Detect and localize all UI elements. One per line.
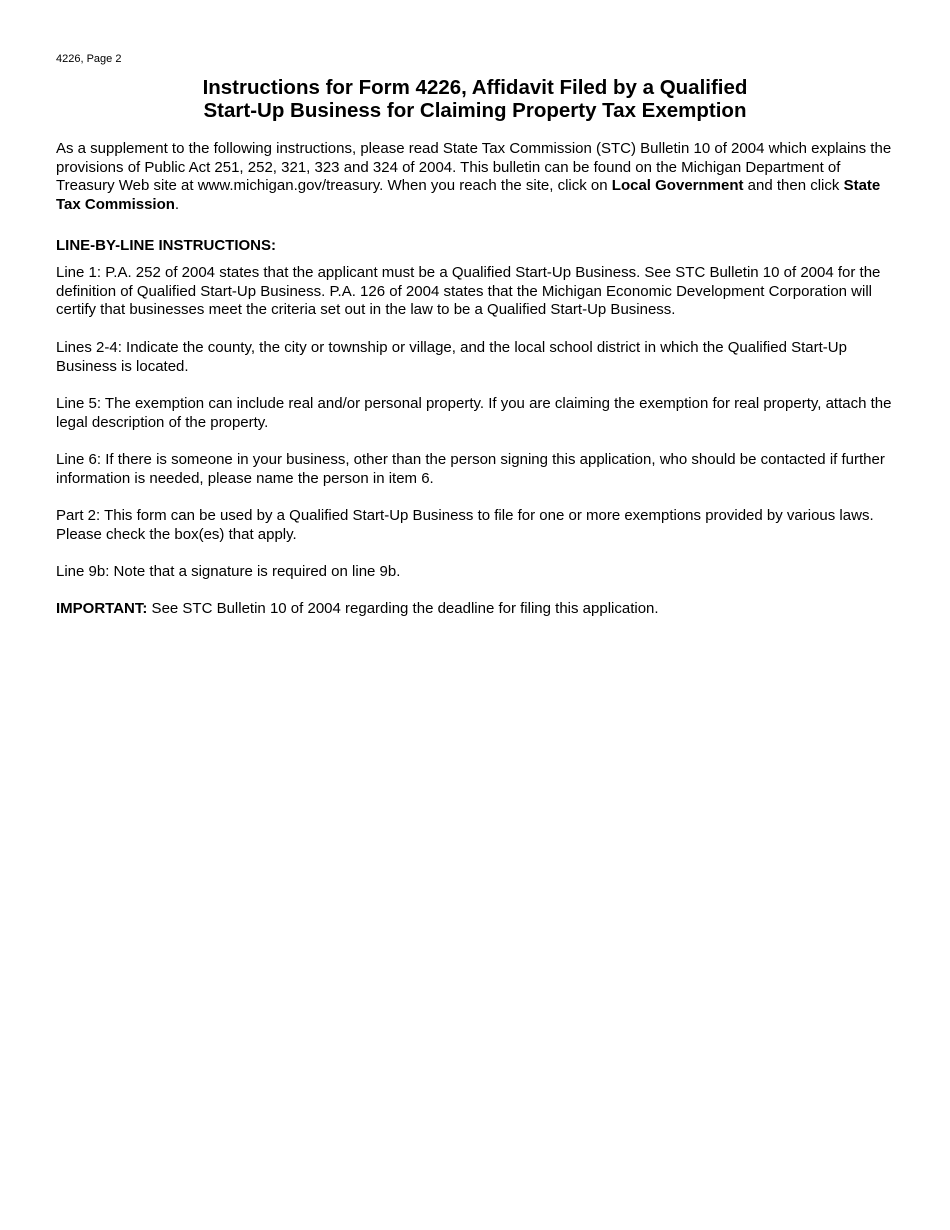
intro-text-before: As a supplement to the following instructions, please read State Tax Commission (STC) Bulletin 10 of 2004 which explains the provisions of Public Act 251, 252, 321, 323 and 324 of 2004. This bulletin can be found on the Michigan Department of Treasury Web site at www.michigan.gov/treasury. When you reach the site, click on	[56, 140, 892, 195]
local-government-text: Local Government	[611, 177, 744, 195]
page-number: 4226, Page 2	[56, 53, 122, 65]
important-text: See STC Bulletin 10 of 2004 regarding the deadline for filing this application.	[147, 600, 659, 617]
instruction-part-2: Part 2: This form can be used by a Qualified Start-Up Business to file for one or more exemptions provided by various laws. Please check the box(es) that apply.	[56, 507, 874, 543]
important-note	[56, 600, 898, 619]
title-line-1: Instructions for Form 4226, Affidavit Filed by a Qualified	[202, 76, 748, 99]
page-title	[56, 76, 894, 122]
instruction-lines-2-4: Lines 2-4: Indicate the county, the city or township or village, and the local school district in which the Qualified Start-Up Business is located.	[56, 339, 847, 375]
instruction-line-5: Line 5: The exemption can include real and/or personal property. If you are claiming the exemption for real property, attach the legal description of the property.	[56, 395, 892, 431]
intro-text-middle: and then click	[743, 177, 844, 195]
state-tax-commission-text: State Tax Commission	[56, 177, 881, 213]
section-heading: LINE-BY-LINE INSTRUCTIONS:	[56, 237, 276, 254]
instruction-line-6: Line 6: If there is someone in your business, other than the person signing this application, who should be contacted if further information is needed, please name the person in item 6.	[56, 451, 885, 487]
instruction-line-9b: Line 9b: Note that a signature is required on line 9b.	[56, 563, 401, 580]
title-line-2: Start-Up Business for Claiming Property Tax Exemption	[203, 99, 747, 122]
intro-text-after: .	[174, 195, 180, 213]
important-label: IMPORTANT:	[56, 600, 148, 617]
intro-paragraph	[56, 140, 898, 214]
instruction-line-1: Line 1: P.A. 252 of 2004 states that the applicant must be a Qualified Start-Up Business. See STC Bulletin 10 of 2004 for the definition of Qualified Start-Up Business. P.A. 126 of 2004 states that the Michigan Economic Development Corporation will certify that businesses meet the criteria set out in the law to be a Qualified Start-Up Business.	[56, 264, 881, 319]
